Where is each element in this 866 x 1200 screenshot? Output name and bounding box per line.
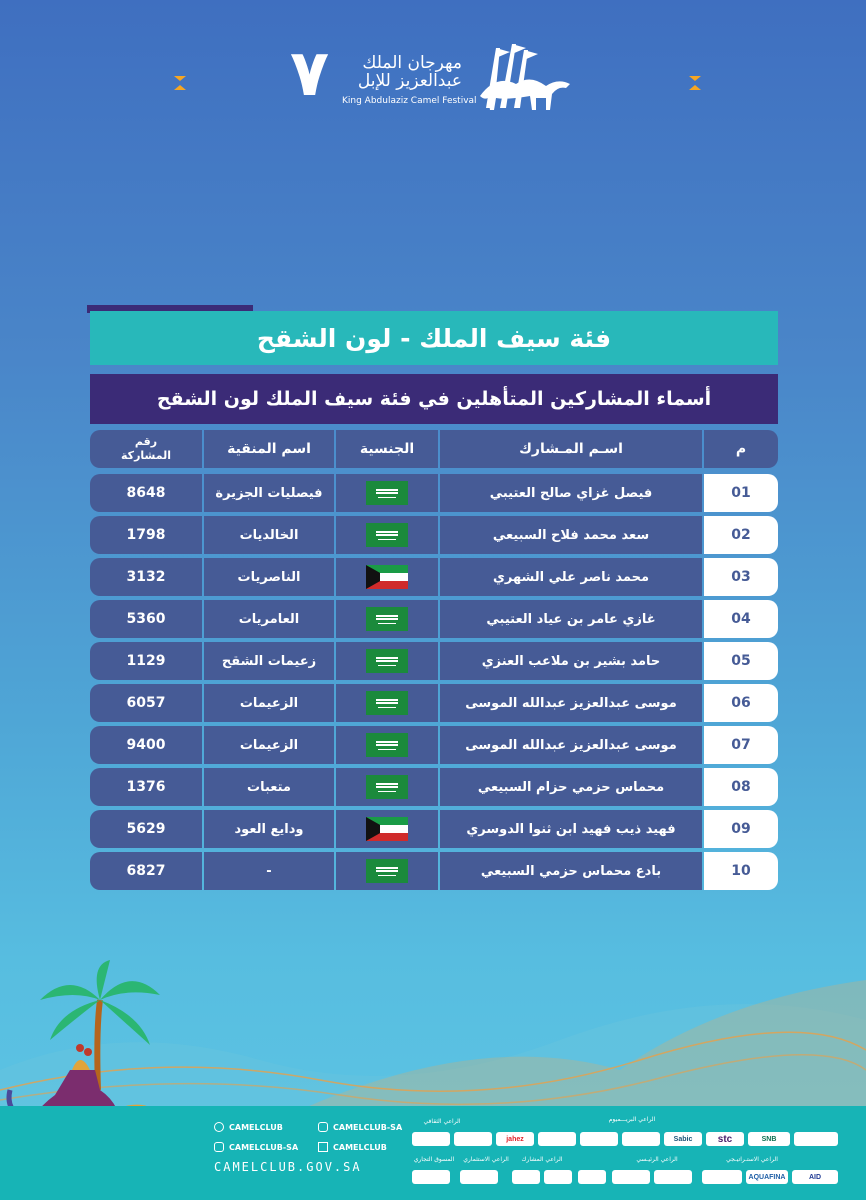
website-link[interactable]: CAMELCLUB.GOV.SA	[214, 1160, 362, 1174]
saudi-flag-icon	[366, 481, 408, 505]
header-number-line2: المشاركة	[121, 449, 171, 462]
row-index: 06	[704, 684, 778, 722]
sponsor-logo	[538, 1132, 576, 1146]
sponsor-logo	[544, 1170, 572, 1184]
participation-number: 3132	[90, 558, 202, 596]
tiktok-icon	[318, 1142, 328, 1152]
sponsor-group-investment	[460, 1156, 512, 1163]
saudi-flag-icon	[366, 607, 408, 631]
logo-number: ٧	[290, 37, 330, 111]
table-row	[90, 726, 778, 764]
row-index: 01	[704, 474, 778, 512]
nationality-cell	[336, 516, 438, 554]
participant-name: فهيد ذيب فهيد ابن ثنوا الدوسري	[440, 810, 702, 848]
sponsor-label: الراعي المشارك	[521, 1156, 563, 1163]
camel-group-name: متعبات	[204, 768, 334, 806]
participation-number: 5360	[90, 600, 202, 638]
participant-name: غازي عامر بن عياد العتيبي	[440, 600, 702, 638]
sponsor-group-cultural	[412, 1118, 472, 1125]
sponsor-logo	[412, 1170, 450, 1184]
table-row	[90, 600, 778, 638]
sponsor-logo-jahez: jahez	[496, 1132, 534, 1146]
row-index: 09	[704, 810, 778, 848]
row-index: 04	[704, 600, 778, 638]
participation-number: 6827	[90, 852, 202, 890]
sponsor-group-main	[622, 1156, 692, 1163]
camel-group-name: الزعيمات	[204, 726, 334, 764]
page-subtitle: أسماء المشاركين المتأهلين في فئة سيف الملك لون الشقح	[90, 374, 778, 424]
festival-logo	[290, 38, 580, 118]
social-handle: CAMELCLUB-SA	[333, 1122, 403, 1132]
twitter-icon	[214, 1122, 224, 1132]
sponsor-logo	[512, 1170, 540, 1184]
row-index: 05	[704, 642, 778, 680]
participant-name: موسى عبدالعزيز عبدالله الموسى	[440, 726, 702, 764]
sponsor-label: الراعي الاستثماري	[463, 1156, 509, 1163]
social-link-instagram[interactable]	[318, 1122, 402, 1132]
camel-group-name: الخالديات	[204, 516, 334, 554]
sponsor-group-premium	[562, 1116, 702, 1123]
sponsor-label: الراعي الاستـراتيـجي	[726, 1156, 778, 1163]
participant-name: سعد محمد فلاح السبيعي	[440, 516, 702, 554]
nationality-cell	[336, 852, 438, 890]
camel-group-name: الناصريات	[204, 558, 334, 596]
header-participation-number	[90, 430, 202, 468]
logo-arabic-line2: عبدالعزيز للإبل	[357, 71, 462, 91]
participation-number: 9400	[90, 726, 202, 764]
sponsor-logo-aquafina: AQUAFINA	[746, 1170, 788, 1184]
header-index: م	[704, 430, 778, 468]
camel-group-name: ودايع العود	[204, 810, 334, 848]
nationality-cell	[336, 474, 438, 512]
sponsor-logo-sabic: Sabic	[664, 1132, 702, 1146]
participation-number: 1376	[90, 768, 202, 806]
sponsor-group-participating	[512, 1156, 572, 1163]
sponsor-label: الراعي البريـــميوم	[608, 1116, 656, 1123]
sponsor-logo	[612, 1170, 650, 1184]
row-index: 07	[704, 726, 778, 764]
table-row	[90, 684, 778, 722]
social-link-twitter[interactable]	[214, 1122, 283, 1132]
row-index: 03	[704, 558, 778, 596]
sponsor-logo	[580, 1132, 618, 1146]
decorative-diamond-right	[686, 76, 704, 92]
table-row	[90, 474, 778, 512]
sponsor-label: المسوق التجاري	[413, 1156, 455, 1163]
table-row	[90, 642, 778, 680]
saudi-flag-icon	[366, 523, 408, 547]
row-index: 08	[704, 768, 778, 806]
nationality-cell	[336, 810, 438, 848]
saudi-flag-icon	[366, 733, 408, 757]
camel-group-name: العامريات	[204, 600, 334, 638]
participation-number: 1129	[90, 642, 202, 680]
table-header	[90, 430, 778, 468]
social-handle: CAMELCLUB	[229, 1122, 283, 1132]
participant-name: محماس حزمي حزام السبيعي	[440, 768, 702, 806]
header-nationality: الجنسية	[336, 430, 438, 468]
row-index: 10	[704, 852, 778, 890]
sponsor-logo	[454, 1132, 492, 1146]
participant-name: محمد ناصر علي الشهري	[440, 558, 702, 596]
social-handle: CAMELCLUB	[333, 1142, 387, 1152]
saudi-flag-icon	[366, 649, 408, 673]
logo-english-title: King Abdulaziz Camel Festival	[342, 96, 477, 106]
table-row	[90, 516, 778, 554]
header-camel-group: اسم المنقية	[204, 430, 334, 468]
saudi-flag-icon	[366, 775, 408, 799]
camel-group-name: الزعيمات	[204, 684, 334, 722]
social-handle: CAMELCLUB-SA	[229, 1142, 299, 1152]
camel-group-name: -	[204, 852, 334, 890]
sponsor-label: الراعي الثقافي	[423, 1118, 461, 1125]
table-row	[90, 558, 778, 596]
nationality-cell	[336, 726, 438, 764]
snapchat-icon	[214, 1142, 224, 1152]
nationality-cell	[336, 558, 438, 596]
participant-name: حامد بشير بن ملاعب العنزي	[440, 642, 702, 680]
sponsor-logo	[460, 1170, 498, 1184]
saudi-flag-icon	[366, 691, 408, 715]
kuwait-flag-icon	[366, 565, 408, 589]
participant-name: موسى عبدالعزيز عبدالله الموسى	[440, 684, 702, 722]
sponsor-label: الراعي الرئيـسي	[636, 1156, 678, 1163]
sponsor-logo-aid: AID	[792, 1170, 838, 1184]
sponsor-logo	[622, 1132, 660, 1146]
sponsor-logo	[412, 1132, 450, 1146]
nationality-cell	[336, 600, 438, 638]
social-link-tiktok[interactable]	[318, 1142, 387, 1152]
decorative-diamond-left	[171, 76, 189, 92]
social-link-snapchat[interactable]	[214, 1142, 298, 1152]
sponsors-section	[412, 1114, 842, 1194]
nationality-cell	[336, 684, 438, 722]
participation-number: 1798	[90, 516, 202, 554]
nationality-cell	[336, 642, 438, 680]
sponsor-logo	[654, 1170, 692, 1184]
camel-group-name: زعيمات الشقح	[204, 642, 334, 680]
instagram-icon	[318, 1122, 328, 1132]
table-row	[90, 852, 778, 890]
sponsor-logo	[702, 1170, 742, 1184]
sponsor-logo-stc: stc	[706, 1132, 744, 1146]
logo-arabic-line1: مهرجان الملك	[362, 53, 462, 73]
camel-caravan-icon	[466, 38, 576, 118]
table-row	[90, 768, 778, 806]
sponsor-logo	[578, 1170, 606, 1184]
participation-number: 6057	[90, 684, 202, 722]
table-row	[90, 810, 778, 848]
participant-name: فيصل غزاي صالح العتيبي	[440, 474, 702, 512]
sponsor-group-commercial	[412, 1156, 456, 1163]
participant-name: بادع محماس حزمي السبيعي	[440, 852, 702, 890]
camel-group-name: فيصليات الجزيرة	[204, 474, 334, 512]
participation-number: 5629	[90, 810, 202, 848]
participation-number: 8648	[90, 474, 202, 512]
sponsor-logo	[794, 1132, 838, 1146]
nationality-cell	[336, 768, 438, 806]
footer	[0, 1106, 866, 1200]
kuwait-flag-icon	[366, 817, 408, 841]
page-title: فئة سيف الملك - لون الشقح	[90, 311, 778, 365]
logo-arabic-title	[352, 54, 462, 90]
row-index: 02	[704, 516, 778, 554]
header-number-line1: رقم	[134, 435, 158, 448]
sponsor-logo-snb: SNB	[748, 1132, 790, 1146]
header-participant-name: اسـم المـشارك	[440, 430, 702, 468]
saudi-flag-icon	[366, 859, 408, 883]
sponsor-group-strategic	[712, 1156, 792, 1163]
